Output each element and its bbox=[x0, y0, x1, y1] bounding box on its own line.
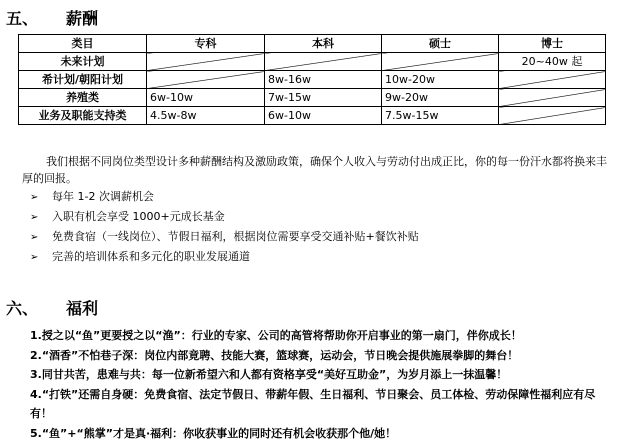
table-header-cell: 本科 bbox=[265, 35, 382, 53]
section-number: 五、 bbox=[6, 9, 39, 28]
benefit-text: 5.“鱼”+“熊掌”才是真·福利：你收获事业的同时还有机会收获那个他/她！ bbox=[30, 426, 397, 440]
bullet-text: 完善的培训体系和多元化的职业发展通道 bbox=[52, 250, 250, 263]
empty-cell bbox=[499, 71, 606, 89]
list-item bbox=[30, 187, 419, 207]
salary-description: 我们根据不同岗位类型设计多种薪酬结构及激励政策，确保个人收入与劳动付出成正比，你的每一份汗水都将换来丰厚的回报。 bbox=[22, 155, 607, 185]
table-header-row bbox=[19, 35, 606, 53]
bullet-text: 入职有机会享受 1000+元成长基金 bbox=[52, 210, 225, 223]
section-title: 福利 bbox=[66, 299, 99, 318]
bullet-text: 免费食宿（一线岗位）、节假日福利，根据岗位需要享受交通补贴+餐饮补贴 bbox=[52, 230, 419, 243]
benefit-text: 4.“打铁”还需自身硬：免费食宿、法定节假日、带薪年假、生日福利、节日聚会、员工体检、劳动保障性福利应有尽有！ bbox=[30, 387, 596, 420]
salary-bullet-list bbox=[30, 187, 419, 267]
empty-cell bbox=[147, 53, 265, 71]
list-item bbox=[30, 365, 616, 385]
bullet-text: 每年 1-2 次调薪机会 bbox=[52, 190, 154, 203]
salary-cell: 6w-10w bbox=[147, 89, 265, 107]
table-row bbox=[19, 89, 606, 107]
benefit-text: 3.同甘共苦，患难与共：每一位新希望六和人都有资格享受“美好互助金”，为岁月添上一抹温馨！ bbox=[30, 368, 508, 381]
arrow-bullet-icon: ➢ bbox=[30, 192, 39, 203]
row-category: 业务及职能支持类 bbox=[19, 107, 147, 125]
salary-table bbox=[18, 34, 606, 125]
list-item bbox=[30, 207, 419, 227]
row-category: 希计划/朝阳计划 bbox=[19, 71, 147, 89]
table-header-cell: 类目 bbox=[19, 35, 147, 53]
table-row bbox=[19, 53, 606, 71]
list-item bbox=[30, 326, 616, 346]
table-header-cell: 博士 bbox=[499, 35, 606, 53]
salary-cell: 7w-15w bbox=[265, 89, 382, 107]
salary-cell: 20~40w 起 bbox=[499, 53, 606, 71]
section-heading-salary bbox=[6, 6, 98, 29]
list-item bbox=[30, 227, 419, 247]
salary-cell: 8w-16w bbox=[265, 71, 382, 89]
salary-cell: 7.5w-15w bbox=[382, 107, 499, 125]
row-category: 未来计划 bbox=[19, 53, 147, 71]
section-number: 六、 bbox=[6, 299, 39, 318]
table-header-cell: 专科 bbox=[147, 35, 265, 53]
salary-cell: 9w-20w bbox=[382, 89, 499, 107]
arrow-bullet-icon: ➢ bbox=[30, 212, 39, 223]
arrow-bullet-icon: ➢ bbox=[30, 232, 39, 243]
empty-cell bbox=[147, 71, 265, 89]
section-title: 薪酬 bbox=[66, 9, 99, 28]
list-item bbox=[30, 424, 616, 444]
salary-cell: 6w-10w bbox=[265, 107, 382, 125]
table-header-cell: 硕士 bbox=[382, 35, 499, 53]
arrow-bullet-icon: ➢ bbox=[30, 252, 39, 263]
section-heading-benefits bbox=[6, 296, 98, 319]
empty-cell bbox=[382, 53, 499, 71]
benefit-text: 2.“酒香”不怕巷子深：岗位内部竟聘、技能大赛，篮球赛，运动会，节日晚会提供施展拳脚的舞台！ bbox=[30, 348, 519, 362]
table-row bbox=[19, 107, 606, 125]
empty-cell bbox=[499, 89, 606, 107]
table-row bbox=[19, 71, 606, 89]
empty-cell bbox=[499, 107, 606, 125]
salary-cell: 4.5w-8w bbox=[147, 107, 265, 125]
list-item bbox=[30, 385, 616, 424]
list-item bbox=[30, 247, 419, 267]
list-item bbox=[30, 346, 616, 366]
benefits-list bbox=[30, 326, 616, 443]
salary-cell: 10w-20w bbox=[382, 71, 499, 89]
benefit-text: 1.授之以“鱼”更要授之以“渔”：行业的专家、公司的高管将帮助你开启事业的第一扇门，伴你成长！ bbox=[30, 329, 522, 342]
empty-cell bbox=[265, 53, 382, 71]
row-category: 养殖类 bbox=[19, 89, 147, 107]
